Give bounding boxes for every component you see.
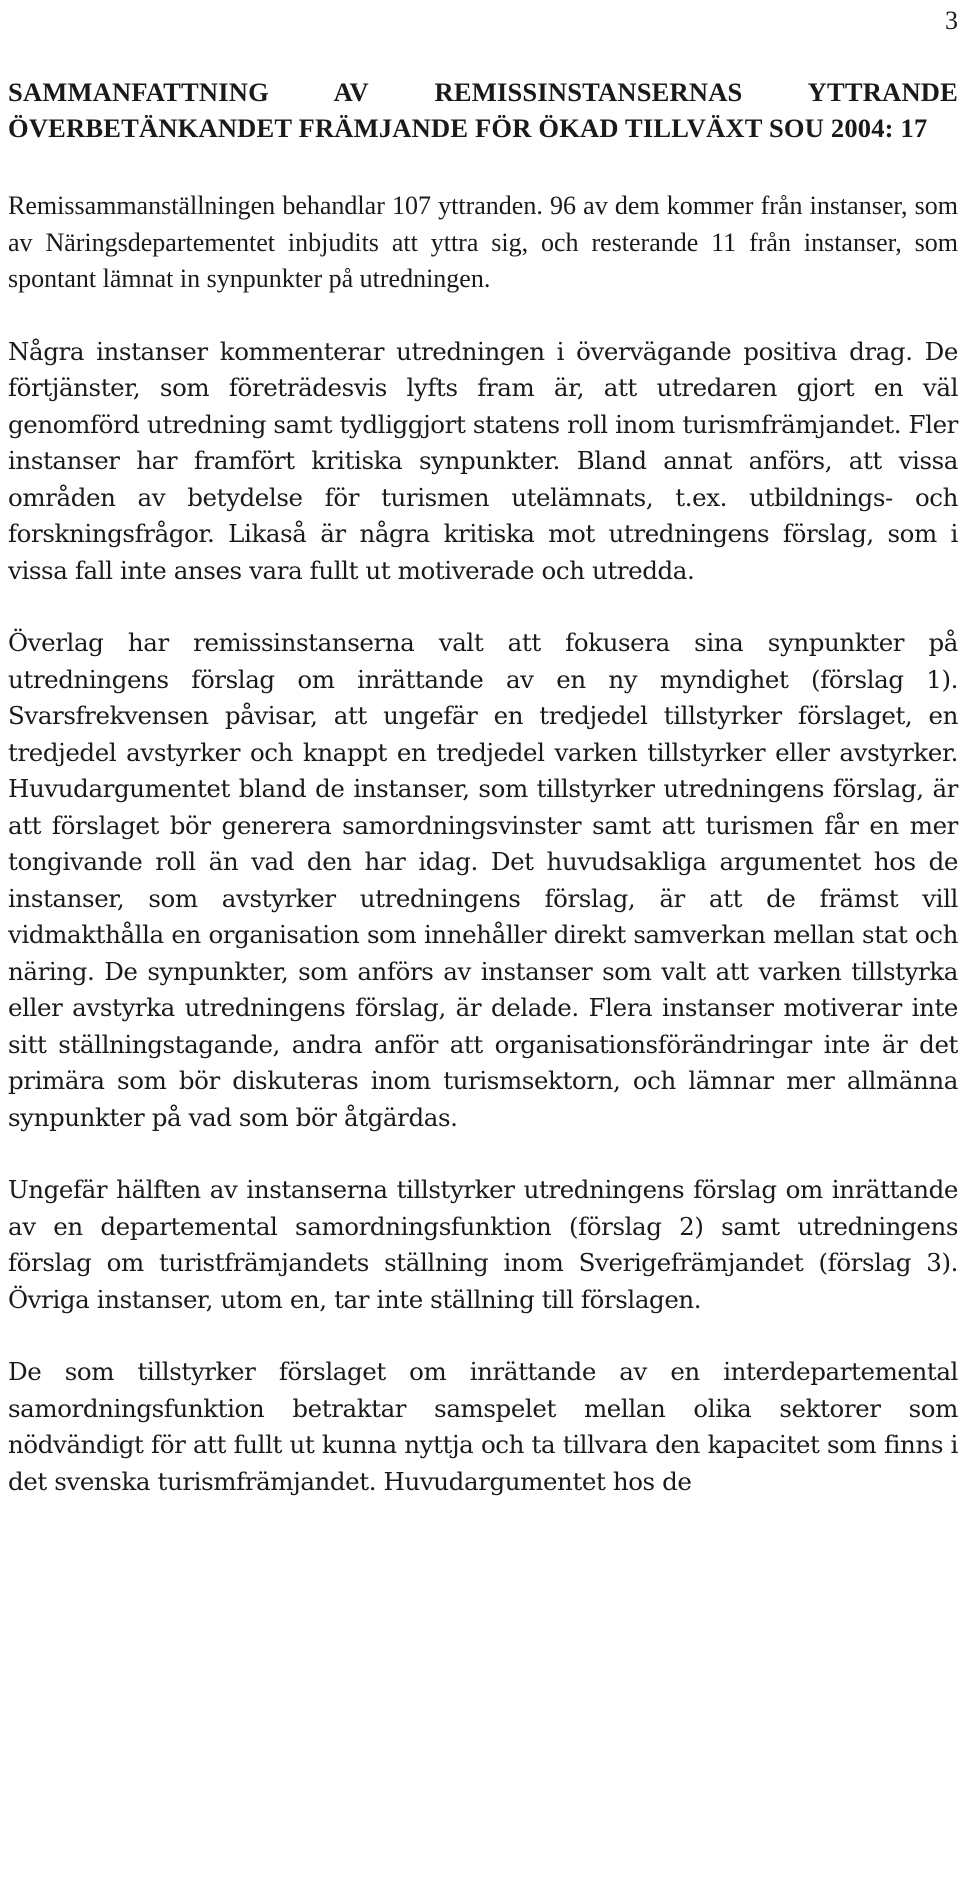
document-heading: SAMMANFATTNING AV REMISSINSTANSERNAS YTTRANDE ÖVERBETÄNKANDET FRÄMJANDE FÖR ÖKAD TILLVÄXT SOU 2004: 17 bbox=[8, 77, 958, 143]
document-body bbox=[8, 74, 958, 1500]
paragraph-intro: Remissammanställningen behandlar 107 yttranden. 96 av dem kommer från instanser, som av Näringsdepartementet inbjudits att yttra sig, och resterande 11 från instanser, som spontant lämnat in synpunkter på utredningen. bbox=[8, 191, 958, 293]
paragraph-proposal-1: Överlag har remissinstanserna valt att fokusera sina synpunkter på utredningens förslag om inrättande av en ny myndighet (förslag 1). Svarsfrekvensen påvisar, att ungefär en tredjedel tillstyrker förslaget, en tredjedel avstyrker och knappt en tredjedel varken tillstyrker eller avstyrker. Huvudargumentet bland de instanser, som tillstyrker utredningens förslag, är att förslaget bör generera samordningsvinster samt att turismen får en mer tongivande roll än vad den har idag. Det huvudsakliga argumentet hos de instanser, som avstyrker utredningens förslag, är att de främst vill vidmakthålla en organisation som innehåller direkt samverkan mellan stat och näring. De synpunkter, som anförs av instanser som valt att varken tillstyrka eller avstyrka utredningens förslag, är delade. Flera instanser motiverar inte sitt ställningstagande, andra anför att organisationsförändringar inte är det primära som bör diskuteras inom turismsektorn, och lämnar mer allmänna synpunkter på vad som bör åtgärdas. bbox=[8, 628, 958, 1132]
paragraph-proposals-2-3: Ungefär hälften av instanserna tillstyrker utredningens förslag om inrättande av en departemental samordningsfunktion (förslag 2) samt utredningens förslag om turistfrämjandets ställning inom Sverigefrämjandet (förslag 3). Övriga instanser, utom en, tar inte ställning till förslagen. bbox=[8, 1175, 958, 1314]
paragraph-coordination: De som tillstyrker förslaget om inrättande av en interdepartemental samordningsfunktion betraktar samspelet mellan olika sektorer som nödvändigt för att fullt ut kunna nyttja och ta tillvara den kapacitet som finns i det svenska turismfrämjandet. Huvudargumentet hos de bbox=[8, 1357, 958, 1496]
page-number: 3 bbox=[945, 6, 958, 35]
paragraph-assessment: Några instanser kommenterar utredningen i övervägande positiva drag. De förtjänster, som företrädesvis lyfts fram är, att utredaren gjort en väl genomförd utredning samt tydliggjort statens roll inom turismfrämjandet. Fler instanser har framfört kritiska synpunkter. Bland annat anförs, att vissa områden av betydelse för turismen utelämnats, t.ex. utbildnings- och forskningsfrågor. Likaså är några kritiska mot utredningens förslag, som i vissa fall inte anses vara fullt ut motiverade och utredda. bbox=[8, 336, 958, 585]
